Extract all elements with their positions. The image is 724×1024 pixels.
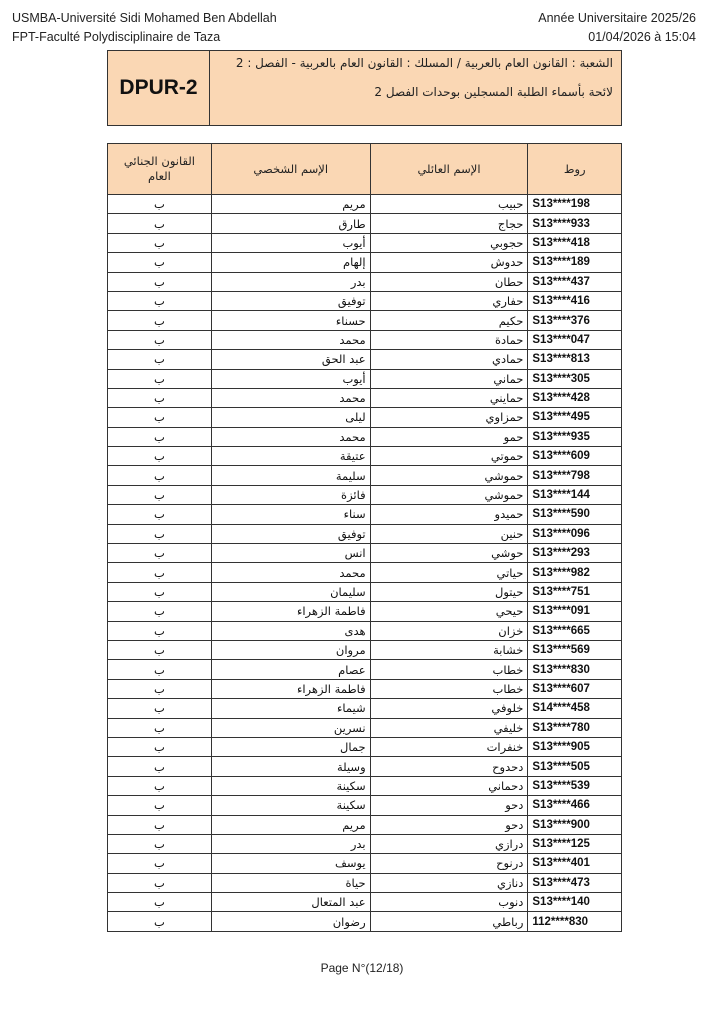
student-code-cell: S13****189 [528,253,622,272]
table-row [108,544,622,563]
module-result-cell: ب [108,272,212,291]
family-name-cell: خزان [370,621,528,640]
student-code-cell: S13****416 [528,291,622,310]
table-row [108,214,622,233]
module-result-cell: ب [108,485,212,504]
student-code-cell: S13****293 [528,544,622,563]
table-row [108,834,622,853]
student-code-cell: S13****495 [528,408,622,427]
module-result-cell: ب [108,291,212,310]
table-row [108,699,622,718]
student-table [107,143,622,932]
family-name-cell: حماني [370,369,528,388]
program-title: الشعبة : القانون العام بالعربية / المسلك : القانون العام بالعربية - الفصل : 2 [235,56,613,70]
first-name-cell: محمد [211,330,370,349]
first-name-cell: شيماء [211,699,370,718]
module-result-cell: ب [108,718,212,737]
list-title: لائحة بأسماء الطلبة المسجلين بوحدات الفصل 2 [374,85,613,99]
module-result-cell: ب [108,369,212,388]
student-code-cell: S13****305 [528,369,622,388]
student-code-cell: S13****751 [528,582,622,601]
first-name-cell: وسيلة [211,757,370,776]
module-result-cell: ب [108,776,212,795]
module-result-cell: ب [108,679,212,698]
student-code-cell: S13****935 [528,427,622,446]
print-date: 01/04/2026 à 15:04 [588,30,696,44]
student-code-cell: S13****590 [528,505,622,524]
first-name-cell: سليمان [211,582,370,601]
student-code-cell: S13****609 [528,447,622,466]
student-code-cell: S13****607 [528,679,622,698]
first-name-cell: سكينة [211,776,370,795]
family-name-cell: درنوح [370,854,528,873]
student-code-cell: S13****140 [528,893,622,912]
family-name-cell: حياتي [370,563,528,582]
table-row [108,815,622,834]
first-name-cell: عبد الحق [211,350,370,369]
first-name-cell: مروان [211,640,370,659]
family-name-cell: حموشي [370,485,528,504]
family-name-cell: حنين [370,524,528,543]
first-name-cell: سكينة [211,796,370,815]
table-header-row [108,144,622,195]
title-box [107,50,622,126]
first-name-cell: جمال [211,737,370,756]
family-name-cell: حمزاوي [370,408,528,427]
first-name-cell: يوسف [211,854,370,873]
table-row [108,195,622,214]
student-code-cell: S13****813 [528,350,622,369]
page-header-right [538,9,696,47]
first-name-cell: عتيقة [211,447,370,466]
student-code-cell: S13****539 [528,776,622,795]
student-code-cell: S13****376 [528,311,622,330]
table-row [108,757,622,776]
table-row [108,660,622,679]
family-name-cell: حفاري [370,291,528,310]
student-code-cell: 112****830 [528,912,622,931]
table-row [108,272,622,291]
family-name-cell: دحماني [370,776,528,795]
family-name-cell: حبيب [370,195,528,214]
module-result-cell: ب [108,834,212,853]
table-row [108,388,622,407]
module-result-cell: ب [108,582,212,601]
module-result-cell: ب [108,350,212,369]
module-result-cell: ب [108,233,212,252]
module-result-cell: ب [108,505,212,524]
student-code-cell: S13****418 [528,233,622,252]
family-name-cell: حجوبي [370,233,528,252]
title-text [216,54,613,102]
family-name-cell: دحو [370,815,528,834]
table-row [108,408,622,427]
table-row [108,291,622,310]
student-code-cell: S13****047 [528,330,622,349]
family-name-cell: حموشي [370,466,528,485]
family-name-cell: حمايني [370,388,528,407]
first-name-cell: انس [211,544,370,563]
table-row [108,602,622,621]
family-name-cell: درازي [370,834,528,853]
first-name-cell: هدى [211,621,370,640]
family-name-cell: خشابة [370,640,528,659]
module-result-cell: ب [108,447,212,466]
family-name-cell: دنازي [370,873,528,892]
first-name-cell: فائزة [211,485,370,504]
family-name-cell: دحدوح [370,757,528,776]
student-code-cell: S13****780 [528,718,622,737]
student-code-cell: S14****458 [528,699,622,718]
module-result-cell: ب [108,699,212,718]
module-result-cell: ب [108,466,212,485]
first-name-cell: فاطمة الزهراء [211,679,370,698]
page-header-left [12,9,277,47]
module-result-cell: ب [108,660,212,679]
family-name-cell: دنوب [370,893,528,912]
table-row [108,893,622,912]
family-name-cell: خلوفي [370,699,528,718]
first-name-cell: سليمة [211,466,370,485]
student-code-cell: S13****798 [528,466,622,485]
table-row [108,466,622,485]
student-code-cell: S13****665 [528,621,622,640]
student-code-cell: S13****466 [528,796,622,815]
module-result-cell: ب [108,524,212,543]
university-name: USMBA-Université Sidi Mohamed Ben Abdellah [12,11,277,25]
table-row [108,776,622,795]
student-code-cell: S13****900 [528,815,622,834]
module-result-cell: ب [108,912,212,931]
first-name-cell: ليلى [211,408,370,427]
student-code-cell: S13****505 [528,757,622,776]
family-name-cell: رباطي [370,912,528,931]
first-name-cell: طارق [211,214,370,233]
first-name-cell: توفيق [211,524,370,543]
program-code: DPUR-2 [108,51,210,125]
module-result-cell: ب [108,640,212,659]
table-row [108,737,622,756]
header-first-name: الإسم الشخصي [211,144,370,195]
family-name-cell: حجاج [370,214,528,233]
module-result-cell: ب [108,544,212,563]
table-row [108,485,622,504]
family-name-cell: خنفرات [370,737,528,756]
module-result-cell: ب [108,815,212,834]
table-row [108,718,622,737]
module-result-cell: ب [108,388,212,407]
family-name-cell: حموتي [370,447,528,466]
header-module: القانون الجنائي العام [108,144,212,195]
academic-year: Année Universitaire 2025/26 [538,11,696,25]
family-name-cell: خليفي [370,718,528,737]
module-result-cell: ب [108,330,212,349]
family-name-cell: حدوش [370,253,528,272]
student-code-cell: S13****905 [528,737,622,756]
student-code-cell: S13****830 [528,660,622,679]
table-row [108,873,622,892]
module-result-cell: ب [108,214,212,233]
first-name-cell: محمد [211,427,370,446]
header-code: روط [528,144,622,195]
table-row [108,640,622,659]
first-name-cell: بدر [211,834,370,853]
table-row [108,679,622,698]
table-row [108,427,622,446]
table-row [108,524,622,543]
module-result-cell: ب [108,893,212,912]
student-code-cell: S13****428 [528,388,622,407]
first-name-cell: نسرين [211,718,370,737]
table-row [108,369,622,388]
module-result-cell: ب [108,621,212,640]
table-row [108,253,622,272]
student-code-cell: S13****933 [528,214,622,233]
student-code-cell: S13****096 [528,524,622,543]
family-name-cell: حكيم [370,311,528,330]
first-name-cell: أيوب [211,369,370,388]
family-name-cell: خطاب [370,679,528,698]
first-name-cell: أيوب [211,233,370,252]
module-result-cell: ب [108,854,212,873]
family-name-cell: حمو [370,427,528,446]
table-row [108,912,622,931]
module-result-cell: ب [108,311,212,330]
first-name-cell: رضوان [211,912,370,931]
table-row [108,854,622,873]
family-name-cell: حمادي [370,350,528,369]
table-row [108,796,622,815]
table-row [108,350,622,369]
first-name-cell: حياة [211,873,370,892]
page-number: Page N°(12/18) [320,961,404,975]
table-row [108,563,622,582]
first-name-cell: سناء [211,505,370,524]
first-name-cell: حسناء [211,311,370,330]
first-name-cell: مريم [211,815,370,834]
table-row [108,621,622,640]
family-name-cell: حوشي [370,544,528,563]
student-code-cell: S13****982 [528,563,622,582]
student-code-cell: S13****198 [528,195,622,214]
family-name-cell: حمادة [370,330,528,349]
table-row [108,582,622,601]
family-name-cell: حيحي [370,602,528,621]
table-row [108,330,622,349]
student-code-cell: S13****401 [528,854,622,873]
student-code-cell: S13****437 [528,272,622,291]
first-name-cell: محمد [211,563,370,582]
module-result-cell: ب [108,195,212,214]
student-code-cell: S13****569 [528,640,622,659]
faculty-name: FPT-Faculté Polydisciplinaire de Taza [12,30,221,44]
family-name-cell: دحو [370,796,528,815]
student-code-cell: S13****091 [528,602,622,621]
family-name-cell: حميدو [370,505,528,524]
module-result-cell: ب [108,757,212,776]
first-name-cell: عبد المتعال [211,893,370,912]
family-name-cell: خطاب [370,660,528,679]
module-result-cell: ب [108,408,212,427]
table-row [108,233,622,252]
family-name-cell: حطان [370,272,528,291]
student-code-cell: S13****473 [528,873,622,892]
module-result-cell: ب [108,602,212,621]
family-name-cell: حيتول [370,582,528,601]
header-family-name: الإسم العائلي [370,144,528,195]
module-result-cell: ب [108,873,212,892]
first-name-cell: توفيق [211,291,370,310]
table-row [108,311,622,330]
first-name-cell: مريم [211,195,370,214]
first-name-cell: عصام [211,660,370,679]
first-name-cell: إلهام [211,253,370,272]
table-row [108,505,622,524]
student-code-cell: S13****144 [528,485,622,504]
table-row [108,447,622,466]
first-name-cell: بدر [211,272,370,291]
module-result-cell: ب [108,737,212,756]
student-code-cell: S13****125 [528,834,622,853]
module-result-cell: ب [108,253,212,272]
first-name-cell: فاطمة الزهراء [211,602,370,621]
module-result-cell: ب [108,563,212,582]
module-result-cell: ب [108,427,212,446]
module-result-cell: ب [108,796,212,815]
first-name-cell: محمد [211,388,370,407]
table-body [108,195,622,932]
